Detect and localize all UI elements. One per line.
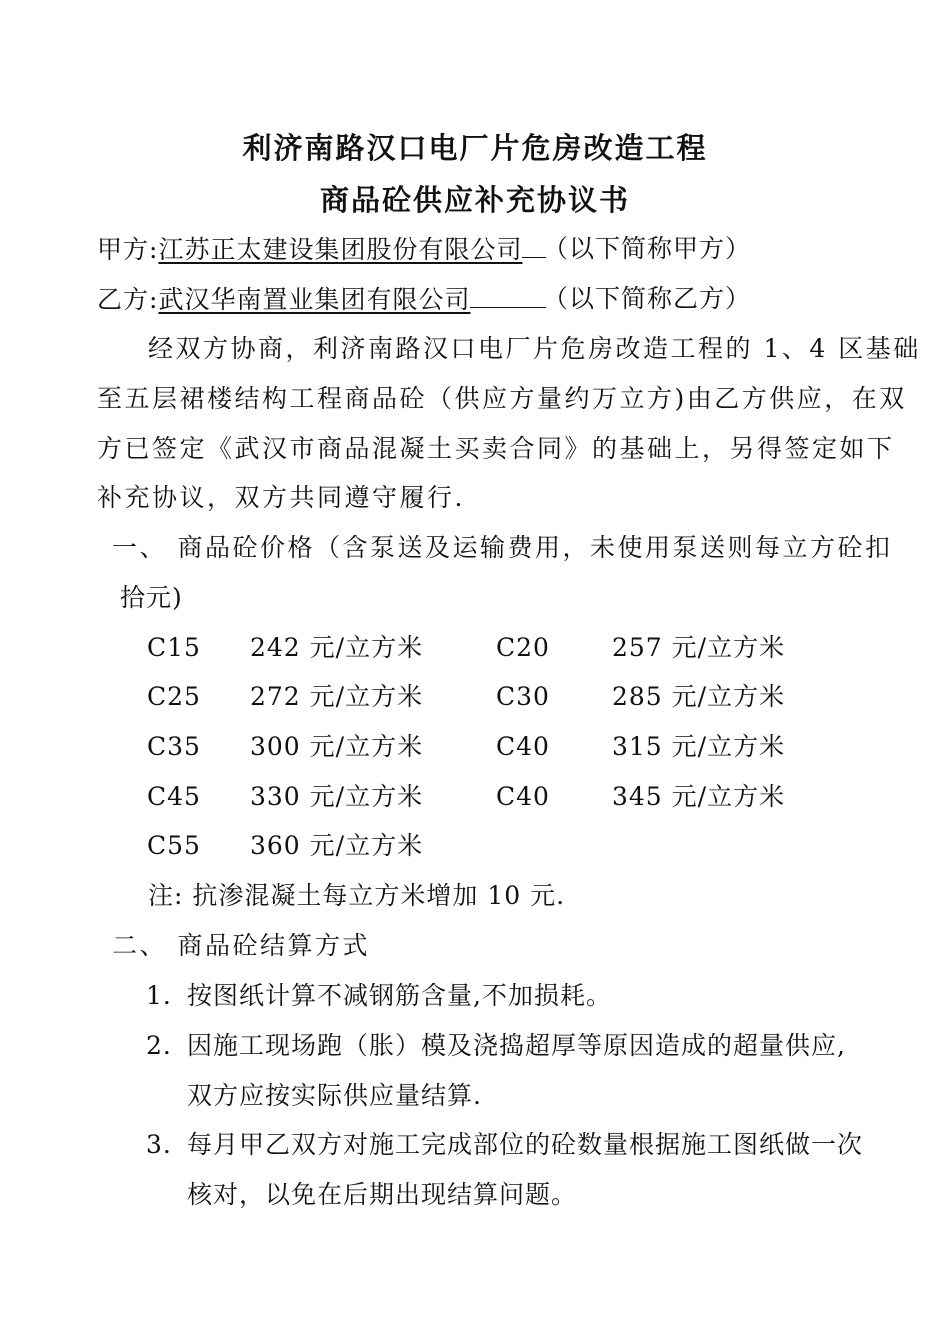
party-b-line: [97, 283, 752, 316]
list-item-number: 2.: [146, 1031, 172, 1060]
price-grade: C30: [496, 682, 550, 711]
title-line-1: 利济南路汉口电厂片危房改造工程: [242, 131, 708, 165]
price-grade: C45: [147, 782, 201, 811]
intro-line: 经双方协商，利济南路汉口电厂片危房改造工程的 1、4 区基础: [148, 334, 921, 363]
price-grade: C40: [496, 732, 550, 761]
list-item-number: 1.: [146, 981, 172, 1010]
price-note: 注: 抗渗混凝土每立方米增加 10 元.: [148, 881, 566, 910]
price-grade: C35: [147, 732, 201, 761]
price-grade: C25: [147, 682, 201, 711]
party-a-line: [97, 233, 752, 266]
section-2-heading: 二、 商品砼结算方式: [112, 931, 370, 960]
price-value: 285 元/立方米: [612, 682, 786, 711]
section-1-heading: 一、 商品砼价格（含泵送及运输费用，未使用泵送则每立方砼扣: [112, 533, 893, 562]
price-grade: C40: [496, 782, 550, 811]
price-grade: C15: [147, 633, 201, 662]
party-a-suffix: （以下简称甲方）: [543, 234, 752, 263]
party-a-name: 江苏正太建设集团股份有限公司: [158, 235, 523, 264]
list-item-text: 按图纸计算不减钢筋含量,不加损耗。: [187, 981, 612, 1010]
party-a-label: 甲方:: [97, 235, 159, 264]
party-b-blank: [470, 283, 546, 308]
price-value: 272 元/立方米: [250, 682, 424, 711]
intro-line: 至五层裙楼结构工程商品砼（供应方量约万立方)由乙方供应，在双: [97, 384, 907, 413]
price-value: 345 元/立方米: [612, 782, 786, 811]
party-b-name: 武汉华南置业集团有限公司: [158, 285, 471, 314]
intro-line: 方已签定《武汉市商品混凝土买卖合同》的基础上，另得签定如下: [97, 434, 895, 463]
list-item-text: 因施工现场跑（胀）模及浇捣超厚等原因造成的超量供应,: [187, 1031, 846, 1060]
price-value: 242 元/立方米: [250, 633, 424, 662]
party-b-label: 乙方:: [97, 285, 159, 314]
price-value: 360 元/立方米: [250, 831, 424, 860]
price-grade: C20: [496, 633, 550, 662]
price-value: 257 元/立方米: [612, 633, 786, 662]
list-item-text: 双方应按实际供应量结算.: [187, 1081, 482, 1110]
intro-line: 补充协议，双方共同遵守履行.: [97, 483, 465, 512]
party-b-suffix: （以下简称乙方）: [543, 284, 752, 313]
list-item-text: 每月甲乙双方对施工完成部位的砼数量根据施工图纸做一次: [187, 1130, 864, 1159]
price-grade: C55: [147, 831, 201, 860]
section-1-heading-cont: 拾元): [120, 583, 183, 612]
title-line-2: 商品砼供应补充协议书: [319, 183, 630, 217]
list-item-number: 3.: [146, 1130, 172, 1159]
price-value: 300 元/立方米: [250, 732, 424, 761]
price-value: 315 元/立方米: [612, 732, 786, 761]
list-item-text: 核对，以免在后期出现结算问题。: [187, 1180, 578, 1209]
price-value: 330 元/立方米: [250, 782, 424, 811]
